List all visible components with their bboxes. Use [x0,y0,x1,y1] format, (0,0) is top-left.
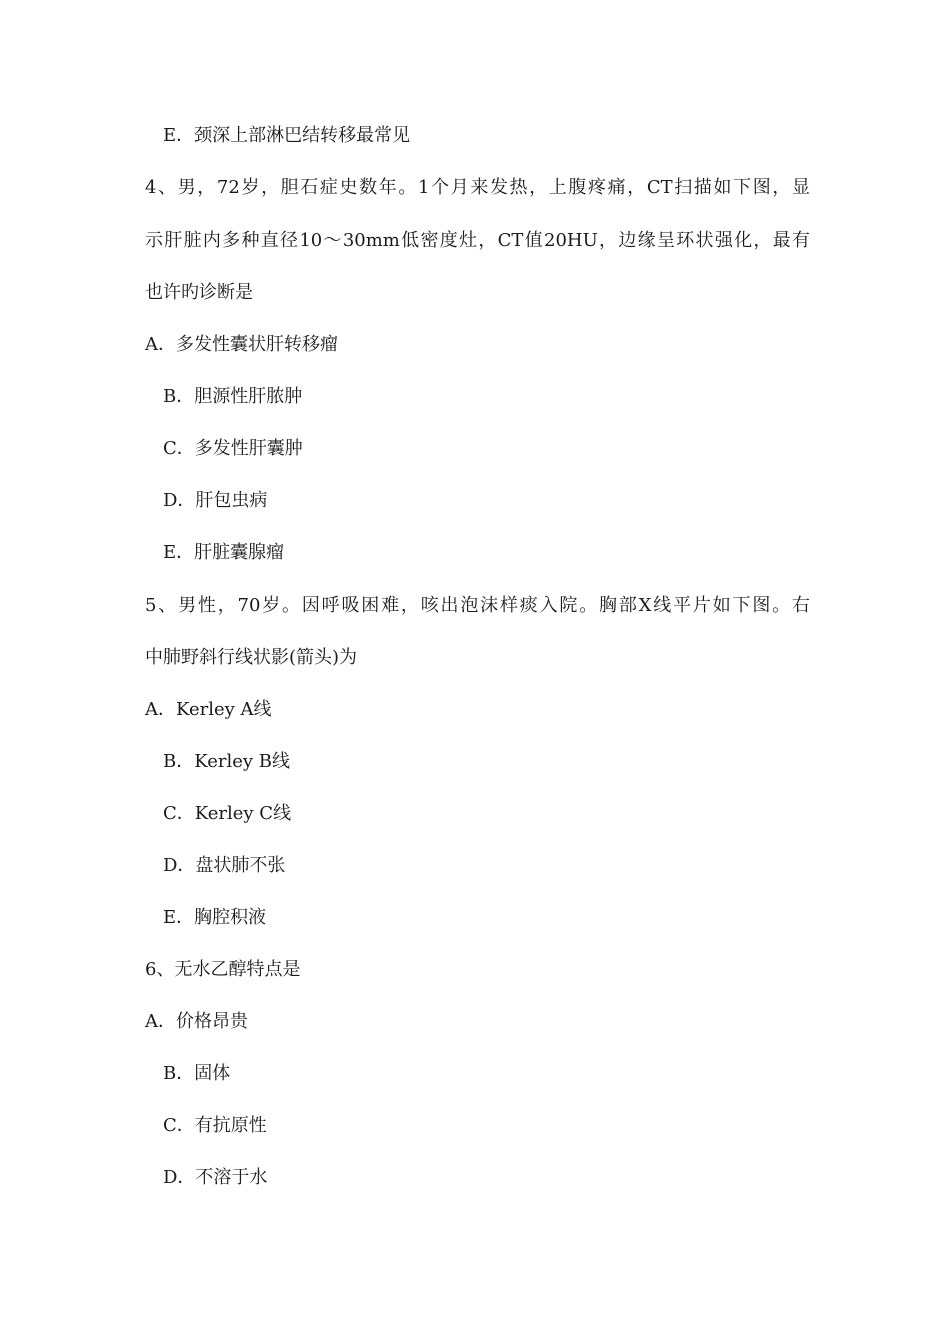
option-d-q6: D．不溶于水 [163,1167,268,1188]
option-d-q4: D．肝包虫病 [163,490,268,511]
option-d-q5: D．盘状肺不张 [163,855,286,876]
option-e-q3: E．颈深上部淋巴结转移最常见 [163,125,411,146]
option-a-q6: A．价格昂贵 [145,1011,248,1032]
option-c-q6: C．有抗原性 [163,1115,267,1136]
option-c-q4: C．多发性肝囊肿 [163,438,303,459]
question-5-line-2: 中肺野斜行线状影(箭头)为 [145,647,358,668]
option-a-q4: A．多发性囊状肝转移瘤 [145,334,338,355]
option-c-q5: C．Kerley C线 [163,803,292,824]
option-b-q5: B．Kerley B线 [163,751,290,772]
option-e-q4: E．肝脏囊腺瘤 [163,542,285,563]
question-4-line-1: 4、男，72岁，胆石症史数年。1个月来发热，上腹疼痛，CT扫描如下图，显 [145,177,810,198]
question-5-line-1: 5、男性，70岁。因呼吸困难，咳出泡沫样痰入院。胸部X线平片如下图。右 [145,595,810,616]
option-e-q5: E．胸腔积液 [163,907,267,928]
question-4-line-3: 也许旳诊断是 [145,282,253,303]
question-4-line-2: 示肝脏内多种直径10～30mm低密度灶，CT值20HU，边缘呈环状强化，最有 [145,230,810,251]
question-6-line-1: 6、无水乙醇特点是 [145,959,301,980]
option-a-q5: A．Kerley A线 [145,699,272,720]
option-b-q6: B．固体 [163,1063,231,1084]
option-b-q4: B．胆源性肝脓肿 [163,386,303,407]
